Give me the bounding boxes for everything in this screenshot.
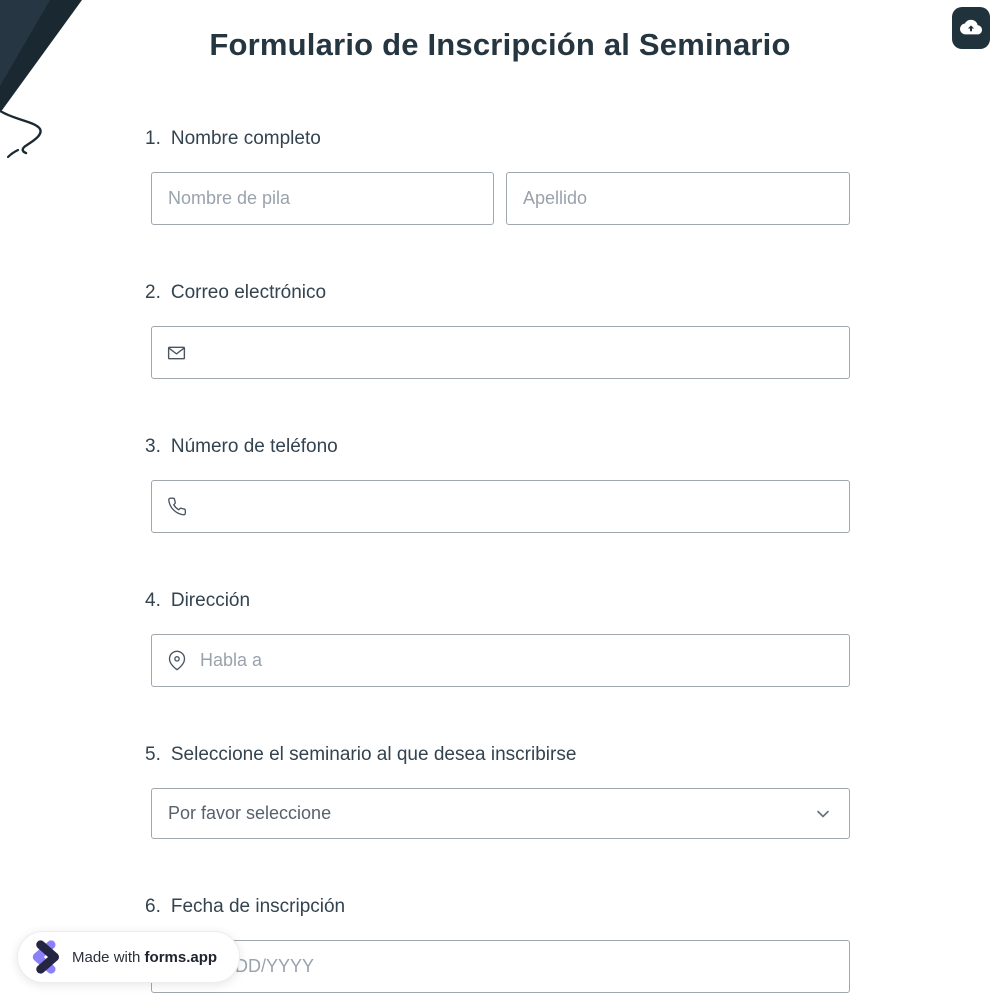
field-number: 1. [145,128,161,149]
address-input-wrap [151,634,850,687]
field-seminar-select [145,744,850,839]
field-full-name [145,128,850,225]
field-label [145,437,850,457]
field-number: 6. [145,896,161,917]
field-title: Correo electrónico [170,282,327,303]
email-input[interactable] [151,326,850,379]
badge-text [72,949,217,966]
page-title: Formulario de Inscripción al Seminario [209,27,791,62]
select-value: Por favor seleccione [168,803,332,823]
registration-date-input[interactable] [151,940,850,993]
field-label [145,745,850,765]
field-label [145,129,850,149]
field-title: Dirección [170,590,251,611]
field-registration-date [145,896,850,993]
registration-form [145,128,850,1000]
field-title: Fecha de inscripción [170,896,346,917]
phone-input[interactable] [151,480,850,533]
field-phone [145,436,850,533]
last-name-input[interactable] [506,172,850,225]
field-email [145,282,850,379]
field-title: Nombre completo [170,128,321,149]
made-with-forms-app-badge[interactable] [17,931,240,983]
badge-prefix: Made with [72,948,141,966]
field-number: 2. [145,282,161,303]
badge-brand: forms.app [144,948,218,966]
forms-app-logo-icon [24,936,66,978]
first-name-input[interactable] [151,172,494,225]
envelope-icon [166,342,187,363]
email-input-wrap [151,326,850,379]
field-title: Seleccione el seminario al que desea inscribirse [170,744,577,765]
name-input-row [151,172,850,225]
field-number: 4. [145,590,161,611]
field-label [145,591,850,611]
chevron-down-icon [813,804,833,824]
field-number: 3. [145,436,161,457]
location-pin-icon [166,650,187,671]
seminar-select[interactable] [151,788,850,839]
date-input-wrap [151,940,850,993]
phone-icon [166,496,187,517]
field-title: Número de teléfono [170,436,338,457]
field-number: 5. [145,744,161,765]
field-label [145,897,850,917]
phone-input-wrap [151,480,850,533]
address-input[interactable] [151,634,850,687]
field-label [145,283,850,303]
field-address [145,590,850,687]
